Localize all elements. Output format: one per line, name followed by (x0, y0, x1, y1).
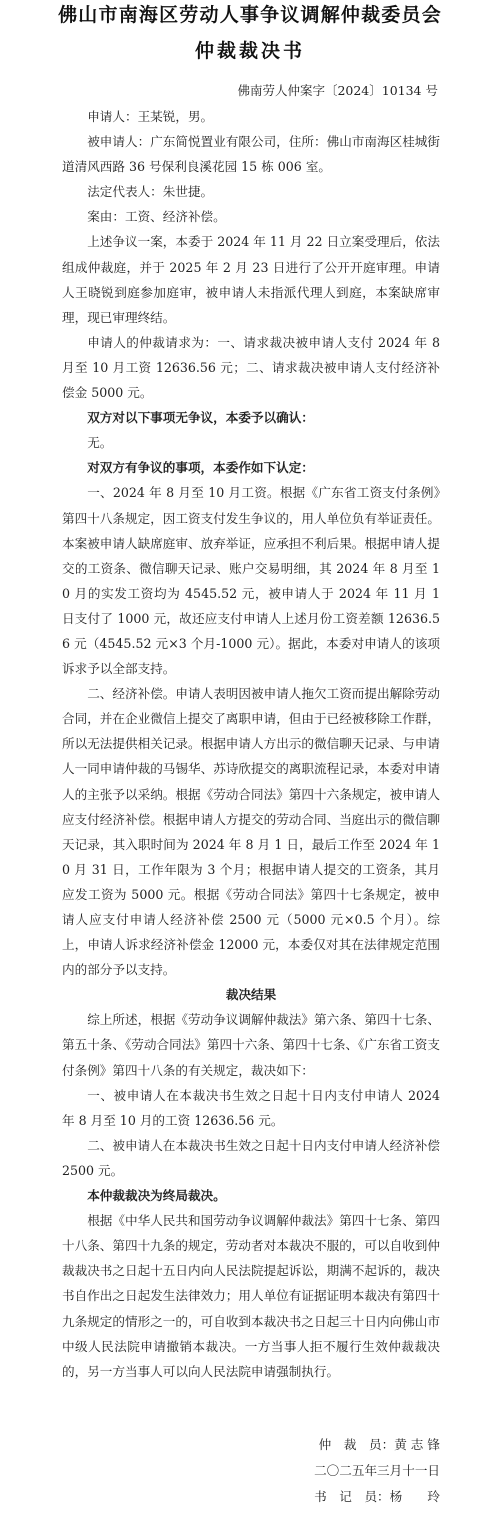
bold-paragraph: 对双方有争议的事项，本委作如下认定： (87, 460, 314, 476)
paragraph: 法定代表人：朱世捷。 (87, 184, 214, 200)
paragraph: 申请人：王某锐，男。 (87, 109, 214, 124)
paragraph: 综上所述，根据《劳动争议调解仲裁法》第六条、第四十七条、第五十条、《劳动合同法》第四十六条、第四十七条、《广东省工资支付条例》第四十八条的有关规定，裁决如下： (62, 1012, 440, 1078)
document-title: 仲裁裁决书 (194, 40, 305, 62)
paragraph: 一、被申请人在本裁决书生效之日起十日内支付申请人 2024 年 8 月至 10 月的工资 12636.56 元。 (62, 1087, 440, 1128)
paragraph: 无。 (87, 435, 113, 451)
clerk-line: 书 记 员：杨 玲 (314, 1489, 440, 1504)
date-line: 二〇二五年三月十一日 (314, 1463, 440, 1478)
paragraph: 被申请人：广东简悦置业有限公司，住所：佛山市南海区桂城街道清风西路 36 号保利良溪花园 15 栋 006 室。 (62, 134, 440, 175)
document-body (62, 104, 440, 1384)
signature-block (300, 1432, 440, 1510)
section-heading: 裁决结果 (225, 987, 277, 1003)
paragraph: 上述争议一案，本委于 2024 年 11 月 22 日立案受理后，依法组成仲裁庭，并于 2025 年 2 月 23 日进行了公开开庭审理。申请人王晓锐到庭参加庭审，被申请人未指派代理人到庭，本案缺席审理，现已审理终结。 (62, 234, 440, 325)
paragraph: 申请人的仲裁请求为：一、请求裁决被申请人支付 2024 年 8 月至 10 月工资 12636.56 元；二、请求裁决被申请人支付经济补偿金 5000 元。 (62, 334, 440, 401)
organization-title: 佛山市南海区劳动人事争议调解仲裁委员会 (58, 4, 442, 26)
arbitrator-line: 仲 裁 员：黄 志 锋 (318, 1437, 440, 1452)
paragraph: 案由：工资、经济补偿。 (87, 209, 226, 225)
paragraph: 根据《中华人民共和国劳动争议调解仲裁法》第四十七条、第四十八条、第四十九条的规定，劳动者对本裁决不服的，可以自收到仲裁裁决书之日起十五日内向人民法院提起诉讼，期满不起诉的，裁决书自作出之日起发生法律效力；用人单位有证据证明本裁决有第四十九条规定的情形之一的，可自收到本裁决书之日起三十日内向佛山市中级人民法院申请撤销本裁决。一方当事人拒不履行生效仲裁裁决的，另一方当事人可以向人民法院申请强制执行。 (62, 1213, 440, 1379)
case-number: 佛南劳人仲案字〔2024〕10134 号 (237, 83, 438, 98)
paragraph: 二、被申请人在本裁决书生效之日起十日内支付申请人经济补偿 2500 元。 (62, 1137, 440, 1178)
paragraph: 二、经济补偿。申请人表明因被申请人拖欠工资而提出解除劳动合同，并在企业微信上提交了离职申请，但由于已经被移除工作群，所以无法提供相关记录。根据申请人方出示的微信聊天记录、与申请人一同申请仲裁的马锡华、苏诗欣提交的离职流程记录，本委对申请人的主张予以采纳。根据《劳动合同法》第四十六条规定，被申请人应支付经济补偿。根据申请人方提交的劳动合同、当庭出示的微信聊天记录，其入职时间为 2024 年 8 月 1 日，最后工作至 2024 年 10 月 31 日，工作年限为 3 个月；根据申请人提交的工资条，其月应发工资为 5000 元。根据《劳动合同法》第四十七条规定，被申请人应支付申请人经济补偿 2500 元（5000 元×0.5 个月）。综上，申请人诉求经济补偿金 12000 元，本委仅对其在法律规定范围内的部分予以支持。 (62, 686, 440, 978)
bold-paragraph: 本仲裁裁决为终局裁决。 (87, 1188, 226, 1204)
bold-paragraph: 双方对以下事项无争议，本委予以确认： (87, 410, 314, 426)
paragraph: 一、2024 年 8 月至 10 月工资。根据《广东省工资支付条例》第四十八条规定，因工资支付发生争议的，用人单位负有举证责任。本案被申请人缺席庭审、放弃举证，应承担不利后果。根据申请人提交的工资条、微信聊天记录、账户交易明细，其 2024 年 8 月至 10 月的实发工资均为 4545.52 元，被申请人于 2024 年 11 月 1 日支付了 1000 元，故还应支付申请人上述月份工资差额 12636.56 元（4545.52 元×3 个月-1000 元）。据此，本委对申请人的该项诉求予以全部支持。 (62, 485, 440, 677)
